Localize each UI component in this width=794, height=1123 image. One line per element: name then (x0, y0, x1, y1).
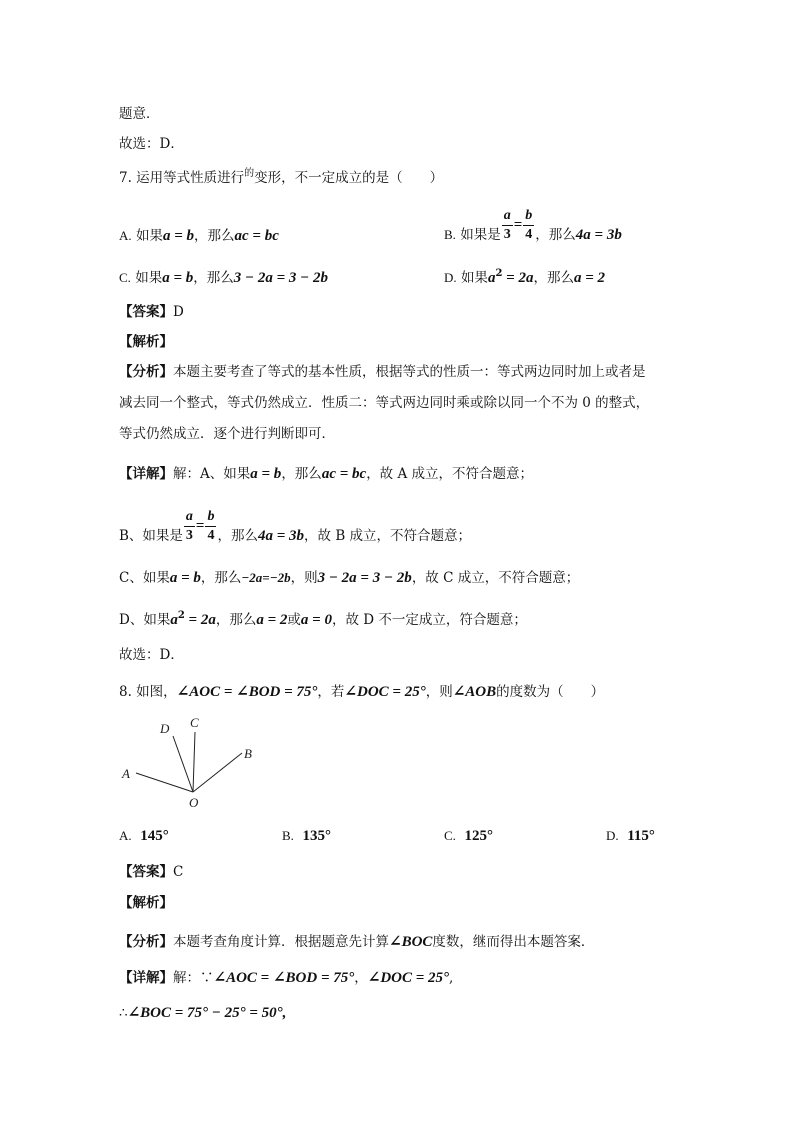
detail-d: D、如果$a^2 = 2a$，那么a = 2或a = 0，故 D 不一定成立，符合题意； (119, 610, 527, 628)
detail-c: C、如果a = b，那么−2a=−2b，则3 − 2a = 3 − 2b，故 C 成立，不符合题意； (119, 570, 580, 586)
q7-option-a: A. 如果a = b，那么ac = bc (119, 228, 279, 244)
label-c: C (190, 715, 199, 730)
q8-option-d: D. 115° (606, 828, 655, 844)
q8-option-c: C. 125° (444, 828, 494, 844)
analysis-text: 【分析】本题主要考查了等式的基本性质，根据等式的性质一：等式两边同时加上或者是 (119, 364, 646, 380)
label-d: D (160, 721, 170, 736)
label-a: A (122, 766, 130, 781)
q8-option-a: A. 145° (119, 828, 169, 844)
analysis-text: 减去同一个整式，等式仍然成立．性质二：等式两边同时乘或除以同一个不为 0 的整式， (119, 395, 650, 411)
detail-line: ∴∠BOC = 75° − 25° = 50°, (119, 1005, 287, 1021)
fraction: $\frac{b}{4}$ (207, 509, 215, 543)
text-line: 题意． (119, 106, 160, 122)
analysis-heading: 【解析】 (119, 334, 173, 350)
analysis-text: 【分析】本题考查角度计算．根据题意先计算∠BOC度数，继而得出本题答案． (119, 934, 595, 950)
answer-line: 【答案】D (119, 304, 184, 320)
label-o: O (189, 795, 199, 810)
analysis-text: 等式仍然成立．逐个进行判断即可． (119, 426, 335, 442)
question-8-stem: 8. 如图，∠AOC = ∠BOD = 75°，若∠DOC = 25°，则∠AOB的度数为（ ） (119, 684, 605, 700)
q7-option-d: D. 如果$a^2 = 2a$，那么a = 2 (444, 268, 606, 286)
detail-line: 【详解】解：∵∠AOC = ∠BOD = 75°，∠DOC = 25°, (119, 970, 454, 986)
text-line: 故选：D． (119, 136, 184, 152)
label-b: B (244, 746, 252, 761)
choose-line: 故选：D． (119, 647, 184, 663)
fraction: $\frac{b}{4}$ (525, 208, 533, 242)
answer-line: 【答案】C (119, 864, 184, 880)
angle-figure (110, 710, 280, 820)
question-7-stem: 7. 运用等式性质进行$^的$变形，不一定成立的是（ ） (119, 168, 444, 186)
q7-option-b: B. 如果是 $\frac{a}{3}$ = $\frac{b}{4}$ ，那么4a = 3b (444, 208, 622, 243)
ray-ob (193, 753, 242, 792)
ray-od (173, 736, 193, 792)
ray-oc (193, 732, 195, 792)
q8-option-b: B. 135° (282, 828, 332, 844)
detail-a: 【详解】解：A、如果a = b，那么ac = bc，故 A 成立，不符合题意； (119, 466, 534, 482)
ray-oa (136, 773, 193, 792)
detail-b: B、如果是 $\frac{a}{3}$ = $\frac{b}{4}$ ，那么4a = 3b，故 B 成立，不符合题意； (119, 509, 472, 544)
q7-option-c: C. 如果a = b，那么3 − 2a = 3 − 2b (119, 270, 329, 286)
fraction: $\frac{a}{3}$ (185, 509, 193, 543)
fraction: $\frac{a}{3}$ (503, 208, 511, 242)
analysis-heading: 【解析】 (119, 895, 173, 911)
